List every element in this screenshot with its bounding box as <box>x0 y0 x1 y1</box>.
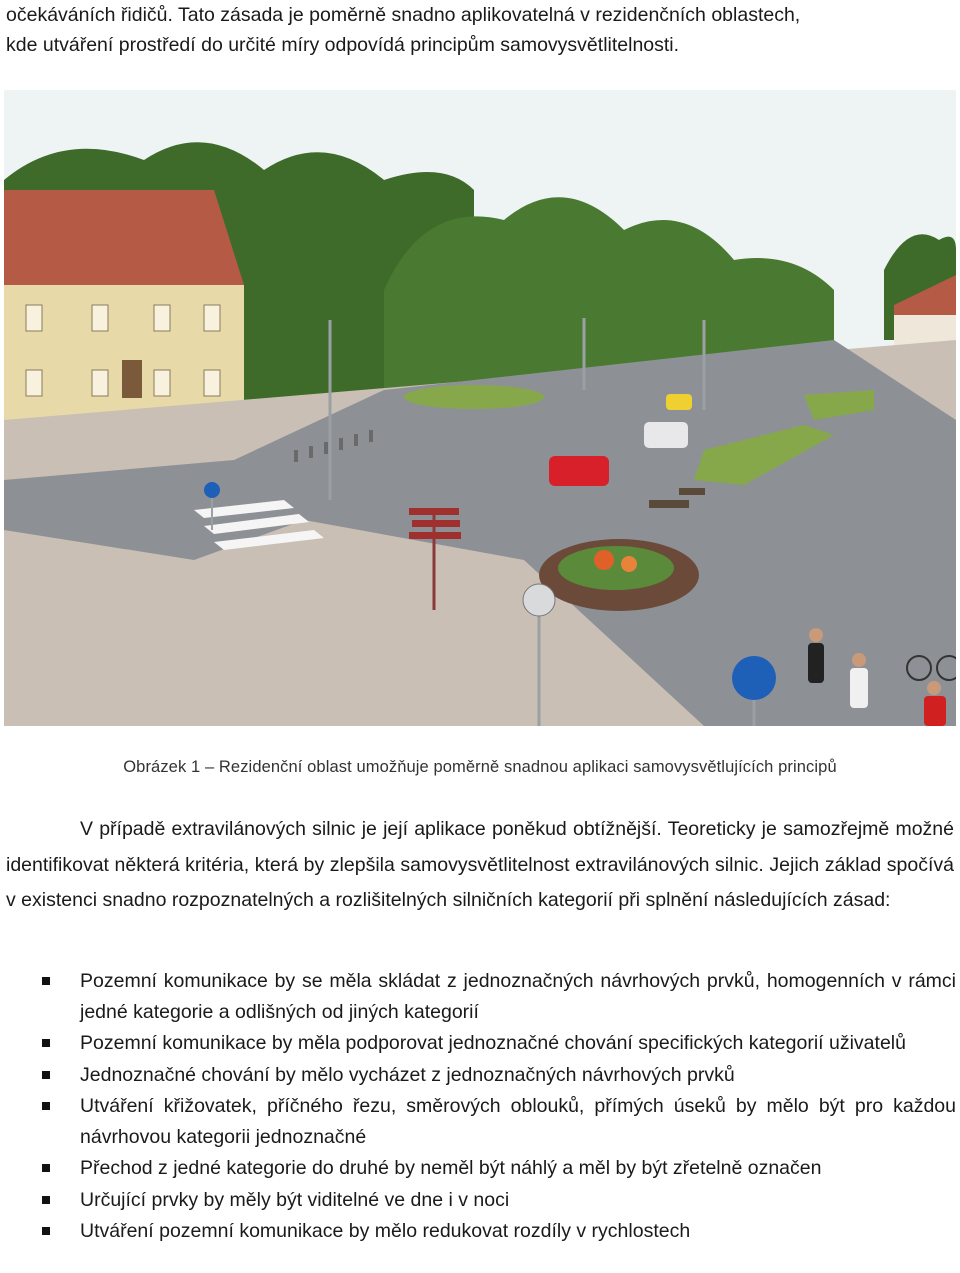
figure-caption: Obrázek 1 – Rezidenční oblast umožňuje poměrně snadnou aplikaci samovysvětlujících principů <box>123 758 837 776</box>
square-bullet-icon <box>42 1227 50 1235</box>
list-item-text: Utváření pozemní komunikace by mělo redukovat rozdíly v rychlostech <box>80 1220 691 1242</box>
list-item <box>0 1060 956 1091</box>
square-bullet-icon <box>42 1102 50 1110</box>
list-item <box>0 1216 956 1247</box>
list-item-text: Pozemní komunikace by se měla skládat z jednoznačných návrhových prvků, homogenních v rámci jedné kategorie a odlišných od jiných kategorií <box>80 970 956 1023</box>
top-paragraph <box>6 0 954 60</box>
list-item <box>0 1028 956 1059</box>
list-item-text: Určující prvky by měly být viditelné ve dne i v noci <box>80 1188 510 1211</box>
list-item <box>0 1153 956 1184</box>
square-bullet-icon <box>42 1164 50 1172</box>
list-item-text: Jednoznačné chování by mělo vycházet z jednoznačných návrhových prvků <box>80 1063 735 1086</box>
square-bullet-icon <box>42 1039 50 1047</box>
street-photo <box>4 90 956 726</box>
list-item <box>0 966 956 1027</box>
criteria-list <box>0 966 956 1248</box>
square-bullet-icon <box>42 1071 50 1079</box>
list-item-text: Utváření křižovatek, příčného řezu, směrových oblouků, přímých úseků by mělo být pro každou návrhovou kategorii jednoznačné <box>80 1095 956 1148</box>
top-paragraph-line-1: očekáváních řidičů. Tato zásada je poměrně snadno aplikovatelná v rezidenčních oblastech, <box>6 4 801 26</box>
list-item-text: Přechod z jedné kategorie do druhé by neměl být náhlý a měl by být zřetelně označen <box>80 1157 822 1179</box>
list-item-text: Pozemní komunikace by měla podporovat jednoznačné chování specifických kategorií uživatelů <box>80 1032 906 1054</box>
list-item <box>0 1185 956 1216</box>
body-paragraph <box>6 812 954 919</box>
street-photo-illustration <box>4 90 956 726</box>
list-item <box>0 1091 956 1152</box>
square-bullet-icon <box>42 1196 50 1204</box>
body-paragraph-text: V případě extravilánových silnic je její aplikace poněkud obtížnější. Teoreticky je samozřejmě možné identifikovat některá kritéria, která by zlepšila samovysvětlitelnost extravilánových silnic. Jejich základ spočívá v existenci snadno rozpoznatelných a rozlišitelných silničních kategorií při splnění následujících zásad: <box>6 818 954 911</box>
top-paragraph-line-2: kde utváření prostředí do určité míry odpovídá principům samovysvětlitelnosti. <box>6 34 680 56</box>
square-bullet-icon <box>42 977 50 985</box>
